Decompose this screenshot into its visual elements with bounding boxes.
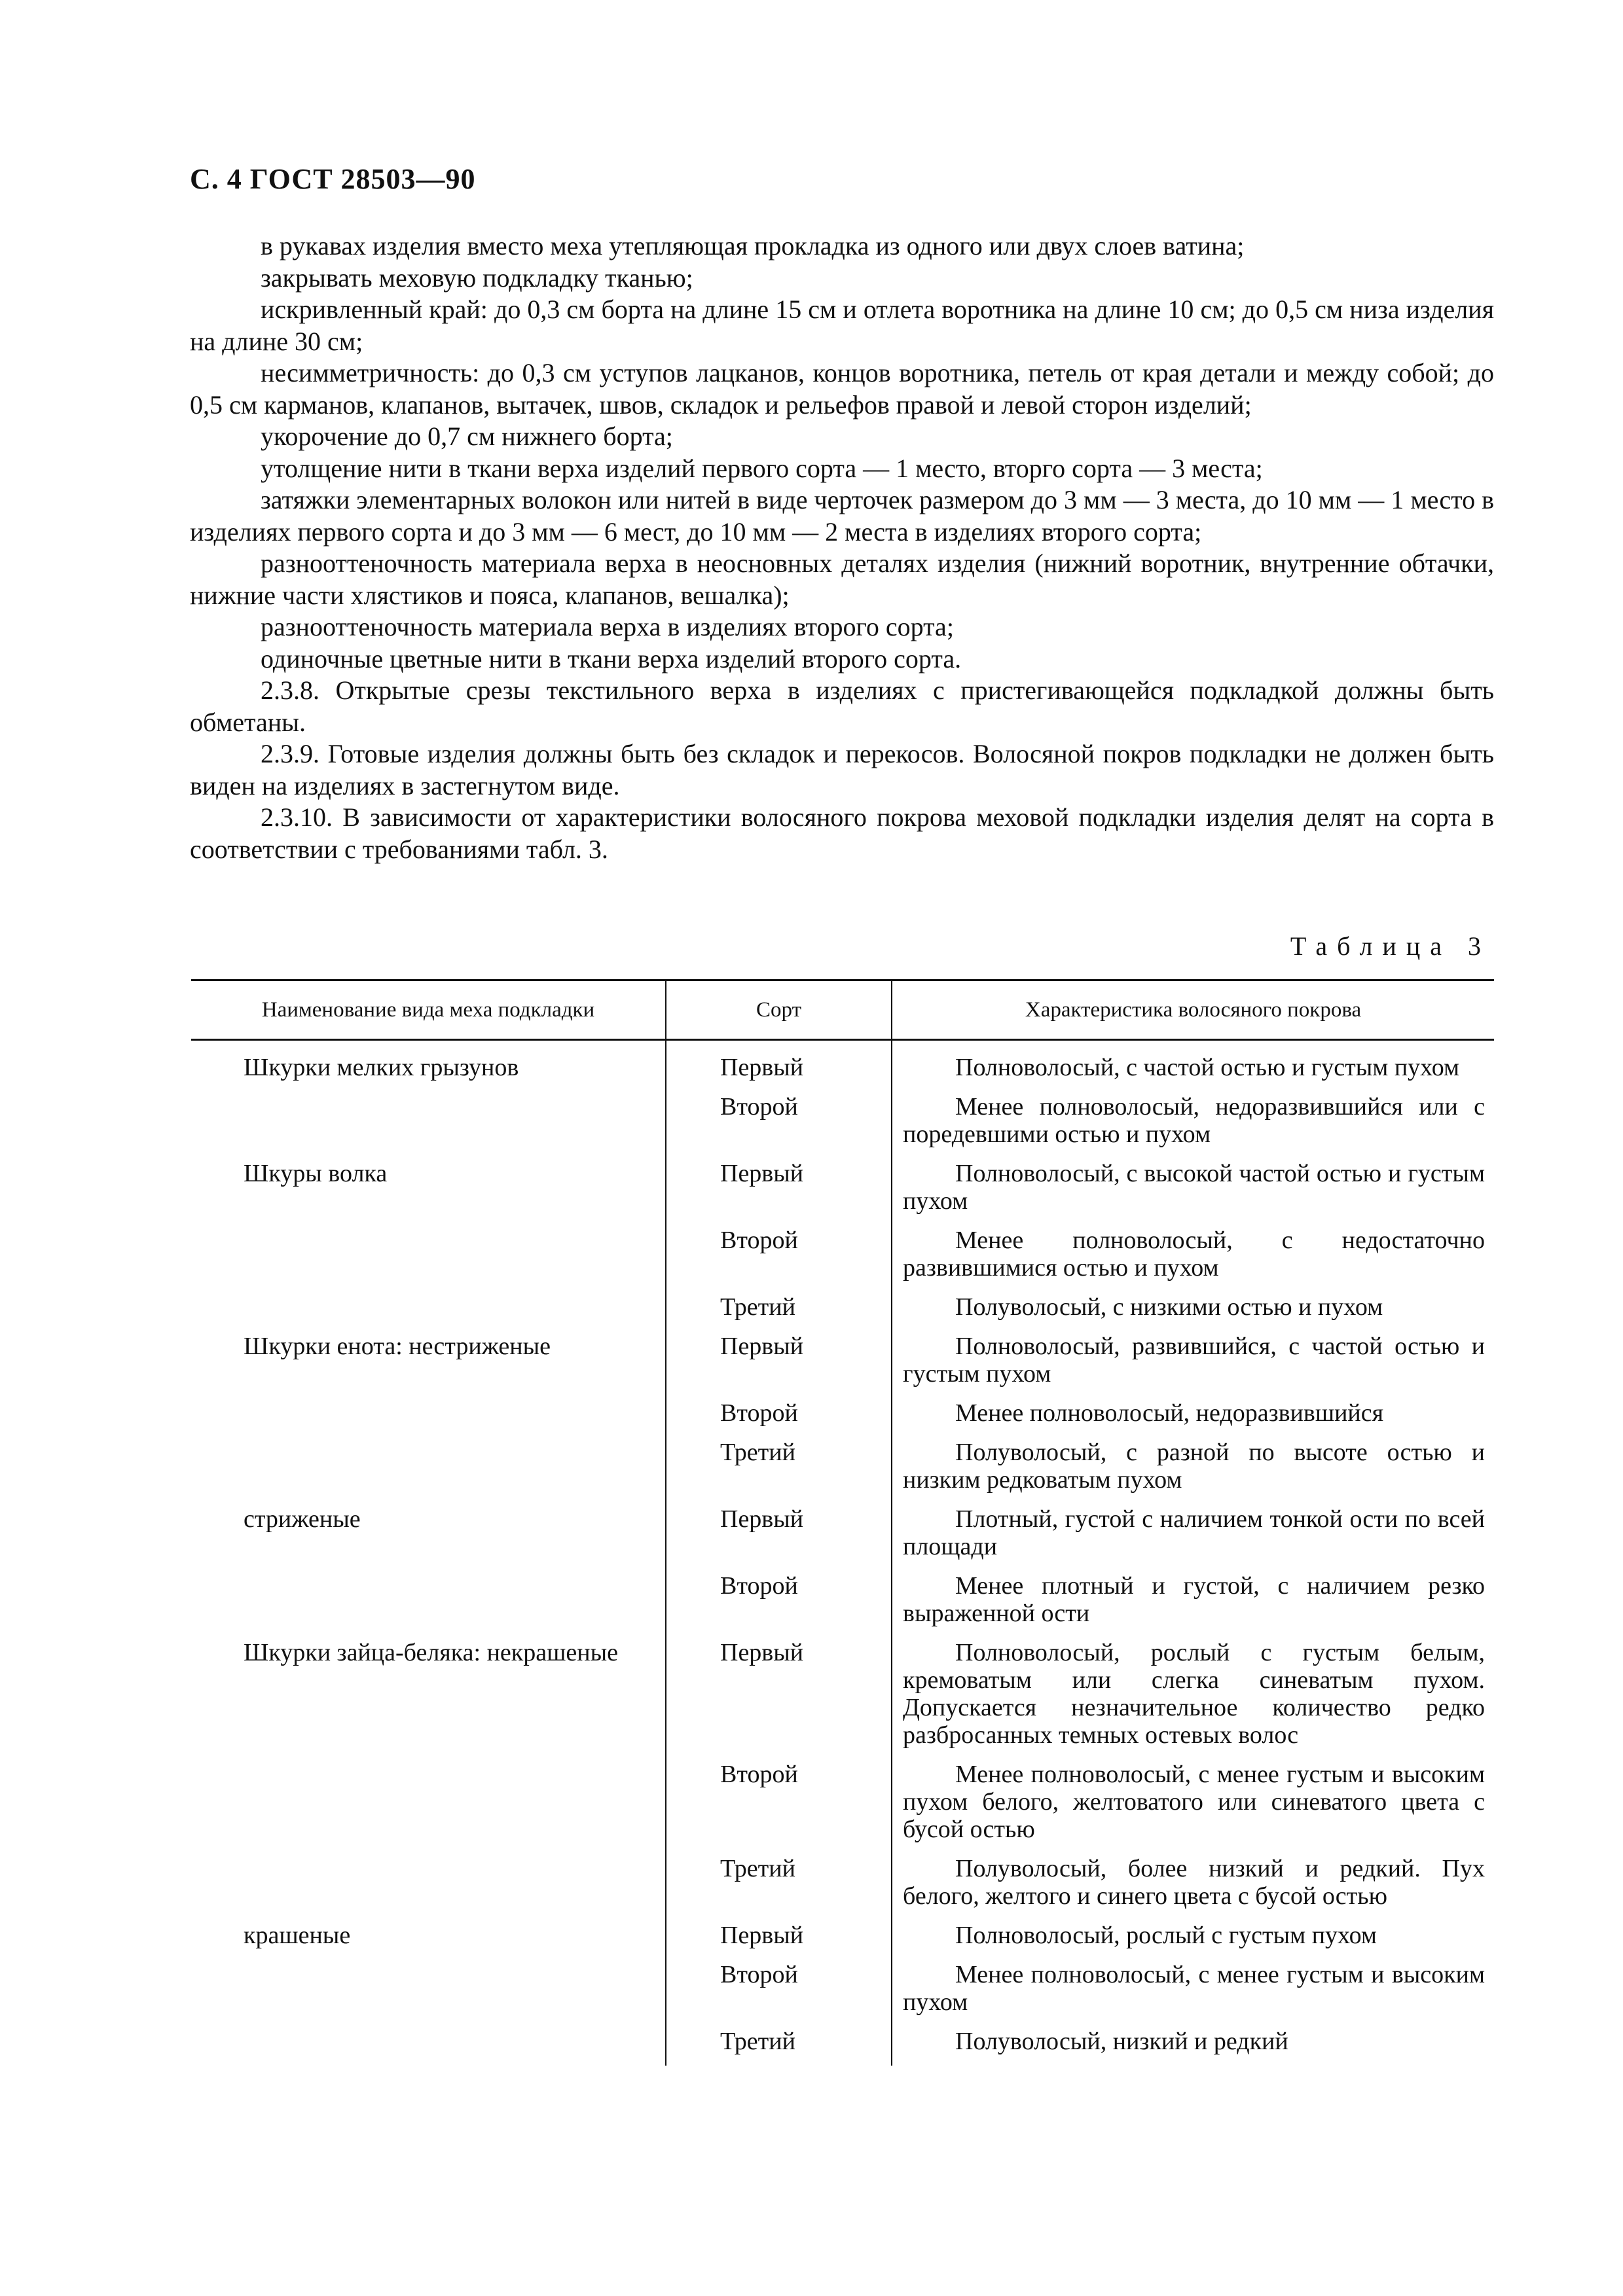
characteristic-text: Плотный, густой с наличием тонкой ости по всей площади bbox=[903, 1505, 1485, 1560]
paragraph: 2.3.10. В зависимости от характеристики волосяного покрова меховой подкладки изделия делят на сорта в соответствии с требованиями табл. 3. bbox=[190, 802, 1494, 864]
fur-type-cell: Шкурки зайца-беляка: некрашеные bbox=[244, 1639, 618, 1666]
table-row bbox=[191, 1397, 1494, 1436]
table-row bbox=[191, 1852, 1494, 1919]
grade-cell: Второй bbox=[666, 1758, 892, 1852]
fur-type-cell bbox=[191, 1958, 666, 2025]
paragraph: в рукавах изделия вместо меха утепляющая прокладка из одного или двух слоев ватина; bbox=[261, 231, 1245, 260]
fur-type-cell bbox=[191, 2025, 666, 2066]
paragraph: несимметричность: до 0,3 см уступов лацканов, концов воротника, петель от края детали и между собой; до 0,5 см карманов, клапанов, вытачек, швов, складок и рельефов правой и левой сторон изделий; bbox=[190, 358, 1494, 420]
grade-cell: Первый bbox=[666, 1919, 892, 1958]
body-text bbox=[190, 230, 1494, 865]
fur-type-cell bbox=[191, 1291, 666, 1330]
characteristic-cell bbox=[892, 1758, 1494, 1852]
table-row bbox=[191, 1040, 1494, 1091]
paragraph: укорочение до 0,7 см нижнего борта; bbox=[261, 422, 673, 451]
characteristic-cell bbox=[892, 1852, 1494, 1919]
grade-cell: Первый bbox=[666, 1503, 892, 1570]
paragraph: затяжки элементарных волокон или нитей в виде черточек размером до 3 мм — 3 места, до 10 мм — 1 место в изделиях первого сорта и до 3 мм — 6 мест, до 10 мм — 2 места в изделиях второго сорта; bbox=[190, 485, 1494, 547]
table-header-row bbox=[191, 980, 1494, 1040]
grade-cell: Первый bbox=[666, 1636, 892, 1758]
paragraph: утолщение нити в ткани верха изделий первого сорта — 1 место, вторго сорта — 3 места; bbox=[261, 453, 1263, 483]
characteristic-text: Полноволосый, рослый с густым белым, кремоватым или слегка синеватым пухом. Допускается незначительное количество редко разбросанных темных остевых волос bbox=[903, 1639, 1485, 1749]
column-header-fur-type: Наименование вида меха подкладки bbox=[191, 980, 666, 1040]
characteristic-text: Полуволосый, более низкий и редкий. Пух белого, желтого и синего цвета с бусой остью bbox=[903, 1855, 1485, 1910]
table-row bbox=[191, 1570, 1494, 1636]
characteristic-cell bbox=[892, 1291, 1494, 1330]
table-row bbox=[191, 1157, 1494, 1224]
fur-type-cell: Шкурки мелких грызунов bbox=[244, 1054, 519, 1081]
table-row bbox=[191, 1224, 1494, 1291]
characteristic-text: Полуволосый, с низкими остью и пухом bbox=[955, 1293, 1383, 1321]
fur-type-cell: стриженые bbox=[244, 1505, 361, 1533]
characteristic-cell bbox=[892, 1436, 1494, 1503]
characteristic-text: Менее полноволосый, недоразвившийся или с поредевшими остью и пухом bbox=[903, 1093, 1485, 1148]
grade-cell: Второй bbox=[666, 1090, 892, 1157]
paragraph: закрывать меховую подкладку тканью; bbox=[261, 262, 693, 293]
characteristic-text: Менее плотный и густой, с наличием резко выраженной ости bbox=[903, 1572, 1485, 1627]
characteristic-cell bbox=[892, 1157, 1494, 1224]
table-row bbox=[191, 1758, 1494, 1852]
column-header-hair-characteristic: Характеристика волосяного покрова bbox=[892, 980, 1494, 1040]
grade-cell: Первый bbox=[666, 1157, 892, 1224]
characteristic-text: Полноволосый, с высокой частой остью и густым пухом bbox=[903, 1160, 1485, 1215]
characteristic-text: Менее полноволосый, с менее густым и высоким пухом bbox=[903, 1961, 1485, 2016]
fur-type-cell bbox=[191, 1397, 666, 1436]
characteristic-text: Полноволосый, развившийся, с частой остью и густым пухом bbox=[903, 1333, 1485, 1388]
characteristic-cell bbox=[892, 1570, 1494, 1636]
characteristic-cell bbox=[892, 1636, 1494, 1758]
table-row bbox=[191, 1958, 1494, 2025]
fur-type-cell bbox=[191, 1090, 666, 1157]
table-row bbox=[191, 1330, 1494, 1397]
fur-type-cell bbox=[191, 1758, 666, 1852]
characteristic-cell bbox=[892, 1224, 1494, 1291]
fur-type-cell bbox=[191, 1852, 666, 1919]
paragraph: одиночные цветные нити в ткани верха изделий второго сорта. bbox=[261, 643, 962, 673]
characteristic-cell bbox=[892, 1040, 1494, 1091]
fur-type-cell: крашеные bbox=[244, 1922, 351, 1949]
characteristic-text: Менее полноволосый, с менее густым и высоким пухом белого, желтоватого или синеватого цвета с бусой остью bbox=[903, 1761, 1485, 1843]
table-row bbox=[191, 1636, 1494, 1758]
table-row bbox=[191, 1090, 1494, 1157]
grade-cell: Второй bbox=[666, 1958, 892, 2025]
grade-cell: Третий bbox=[666, 1852, 892, 1919]
characteristic-text: Менее полноволосый, с недостаточно развившимися остью и пухом bbox=[903, 1227, 1485, 1282]
grade-cell: Третий bbox=[666, 1436, 892, 1503]
paragraph: разнооттеночность материала верха в неосновных деталях изделия (нижний воротник, внутренние обтачки, нижние части хлястиков и пояса, клапанов, вешалка); bbox=[190, 548, 1494, 610]
characteristic-cell bbox=[892, 1919, 1494, 1958]
characteristic-cell bbox=[892, 1958, 1494, 2025]
characteristic-text: Полноволосый, с частой остью и густым пухом bbox=[955, 1054, 1460, 1081]
table-caption: Таблица 3 bbox=[1290, 931, 1491, 961]
characteristic-text: Менее полноволосый, недоразвившийся bbox=[955, 1399, 1384, 1427]
table-row bbox=[191, 1919, 1494, 1958]
table-row bbox=[191, 1291, 1494, 1330]
paragraph: искривленный край: до 0,3 см борта на длине 15 см и отлета воротника на длине 10 см; до 0,5 см низа изделия на длине 30 см; bbox=[190, 295, 1494, 356]
fur-type-cell bbox=[191, 1570, 666, 1636]
characteristic-cell bbox=[892, 1503, 1494, 1570]
grade-cell: Первый bbox=[666, 1040, 892, 1091]
characteristic-text: Полуволосый, низкий и редкий bbox=[955, 2028, 1288, 2055]
characteristic-cell bbox=[892, 1330, 1494, 1397]
paragraph: 2.3.9. Готовые изделия должны быть без складок и перекосов. Волосяной покров подкладки не должен быть виден на изделиях в застегнутом виде. bbox=[190, 739, 1494, 800]
paragraph: 2.3.8. Открытые срезы текстильного верха в изделиях с пристегивающейся подкладкой должны быть обметаны. bbox=[190, 675, 1494, 737]
paragraph: разнооттеночность материала верха в изделиях второго сорта; bbox=[261, 612, 954, 641]
fur-type-cell: Шкуры волка bbox=[244, 1160, 388, 1187]
fur-type-cell bbox=[191, 1224, 666, 1291]
grade-cell: Первый bbox=[666, 1330, 892, 1397]
fur-type-cell: Шкурки енота: нестриженые bbox=[244, 1333, 551, 1360]
grade-cell: Третий bbox=[666, 2025, 892, 2066]
fur-grade-table bbox=[191, 979, 1494, 2066]
grade-cell: Второй bbox=[666, 1397, 892, 1436]
characteristic-cell bbox=[892, 2025, 1494, 2066]
characteristic-cell bbox=[892, 1397, 1494, 1436]
characteristic-cell bbox=[892, 1090, 1494, 1157]
fur-type-cell bbox=[191, 1436, 666, 1503]
grade-cell: Третий bbox=[666, 1291, 892, 1330]
characteristic-text: Полноволосый, рослый с густым пухом bbox=[955, 1922, 1377, 1949]
page-header: С. 4 ГОСТ 28503—90 bbox=[190, 163, 476, 195]
table-row bbox=[191, 2025, 1494, 2066]
table-row bbox=[191, 1436, 1494, 1503]
grade-cell: Второй bbox=[666, 1224, 892, 1291]
characteristic-text: Полуволосый, с разной по высоте остью и низким редковатым пухом bbox=[903, 1439, 1485, 1494]
table-row bbox=[191, 1503, 1494, 1570]
column-header-grade: Сорт bbox=[666, 980, 892, 1040]
grade-cell: Второй bbox=[666, 1570, 892, 1636]
